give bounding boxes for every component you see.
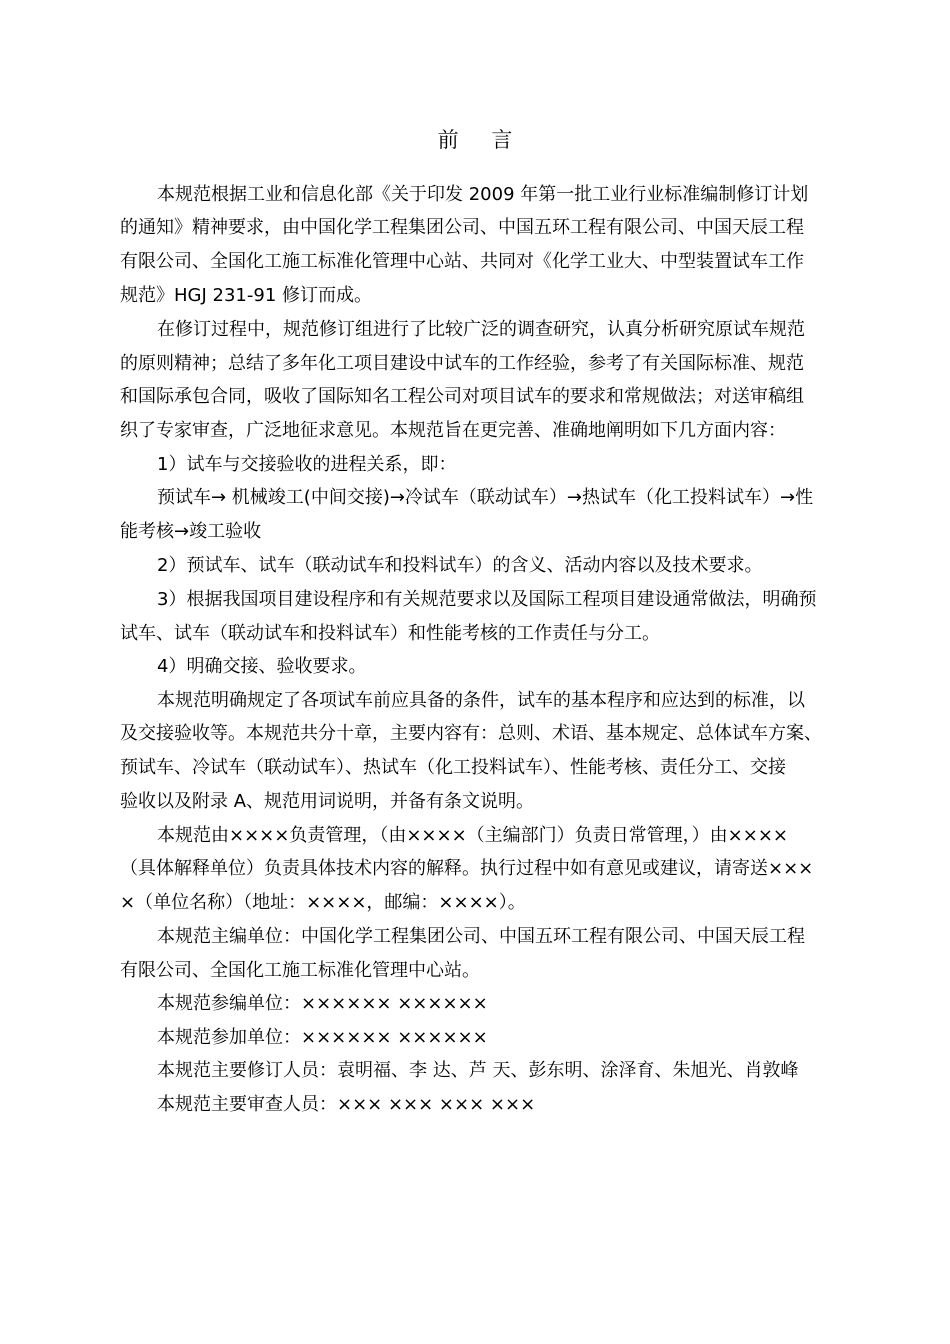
text-line: 本规范主要修订人员：袁明福、李 达、芦 天、彭东明、涂泽育、朱旭光、肖敦峰 xyxy=(157,1060,799,1081)
text-line: （具体解释单位）负责具体技术内容的解释。执行过程中如有意见或建议，请寄送××× xyxy=(120,858,814,879)
text-line: 验收以及附录 A、规范用词说明，并备有条文说明。 xyxy=(120,791,535,812)
text-line: 本规范主要审查人员：××× ××× ××× ××× xyxy=(157,1094,536,1115)
text-line: 2）预试车、试车（联动试车和投料试车）的含义、活动内容以及技术要求。 xyxy=(157,555,763,576)
text-line: 有限公司、全国化工施工标准化管理中心站、共同对《化学工业大、中型装置试车工作 xyxy=(120,251,804,272)
text-line: 织了专家审查，广泛地征求意见。本规范旨在更完善、准确地阐明如下几方面内容： xyxy=(120,420,786,441)
text-line: 3）根据我国项目建设程序和有关规范要求以及国际工程项目建设通常做法，明确预 xyxy=(157,589,817,610)
text-line: 及交接验收等。本规范共分十章，主要内容有：总则、术语、基本规定、总体试车方案、 xyxy=(120,723,822,744)
text-line: 预试车、冷试车（联动试车）、热试车（化工投料试车）、性能考核、责任分工、交接 xyxy=(120,757,786,778)
text-line: 本规范根据工业和信息化部《关于印发 2009 年第一批工业行业标准编制修订计划 xyxy=(157,184,809,205)
text-line: 的通知》精神要求，由中国化学工程集团公司、中国五环工程有限公司、中国天辰工程 xyxy=(120,217,804,238)
document-title: 前 言 xyxy=(437,128,526,152)
text-line: 本规范明确规定了各项试车前应具备的条件，试车的基本程序和应达到的标准，以 xyxy=(157,690,805,711)
text-line: 4）明确交接、验收要求。 xyxy=(157,656,367,677)
text-line: 本规范参编单位：×××××× ×××××× xyxy=(157,993,488,1014)
text-line: 试车、试车（联动试车和投料试车）和性能考核的工作责任与分工。 xyxy=(120,623,660,644)
text-line: 本规范参加单位：×××××× ×××××× xyxy=(157,1027,488,1048)
text-line: ×（单位名称）（地址：××××，邮编：××××）。 xyxy=(120,892,526,913)
text-line: 本规范由××××负责管理，（由××××（主编部门）负责日常管理，）由×××× xyxy=(157,825,788,846)
text-line: 1）试车与交接验收的进程关系，即： xyxy=(157,454,457,475)
text-line: 能考核→竣工验收 xyxy=(120,521,262,542)
text-line: 预试车→ 机械竣工(中间交接)→冷试车（联动试车）→热试车（化工投料试车）→性 xyxy=(157,487,814,508)
text-line: 规范》HGJ 231-91 修订而成。 xyxy=(120,285,372,306)
text-line: 本规范主编单位：中国化学工程集团公司、中国五环工程有限公司、中国天辰工程 xyxy=(157,926,805,947)
text-line: 和国际承包合同，吸收了国际知名工程公司对项目试车的要求和常规做法；对送审稿组 xyxy=(120,386,804,407)
text-line: 有限公司、全国化工施工标准化管理中心站。 xyxy=(120,960,480,981)
text-line: 的原则精神；总结了多年化工项目建设中试车的工作经验，参考了有关国际标准、规范 xyxy=(120,353,804,374)
text-line: 在修订过程中，规范修订组进行了比较广泛的调查研究，认真分析研究原试车规范 xyxy=(157,319,805,340)
